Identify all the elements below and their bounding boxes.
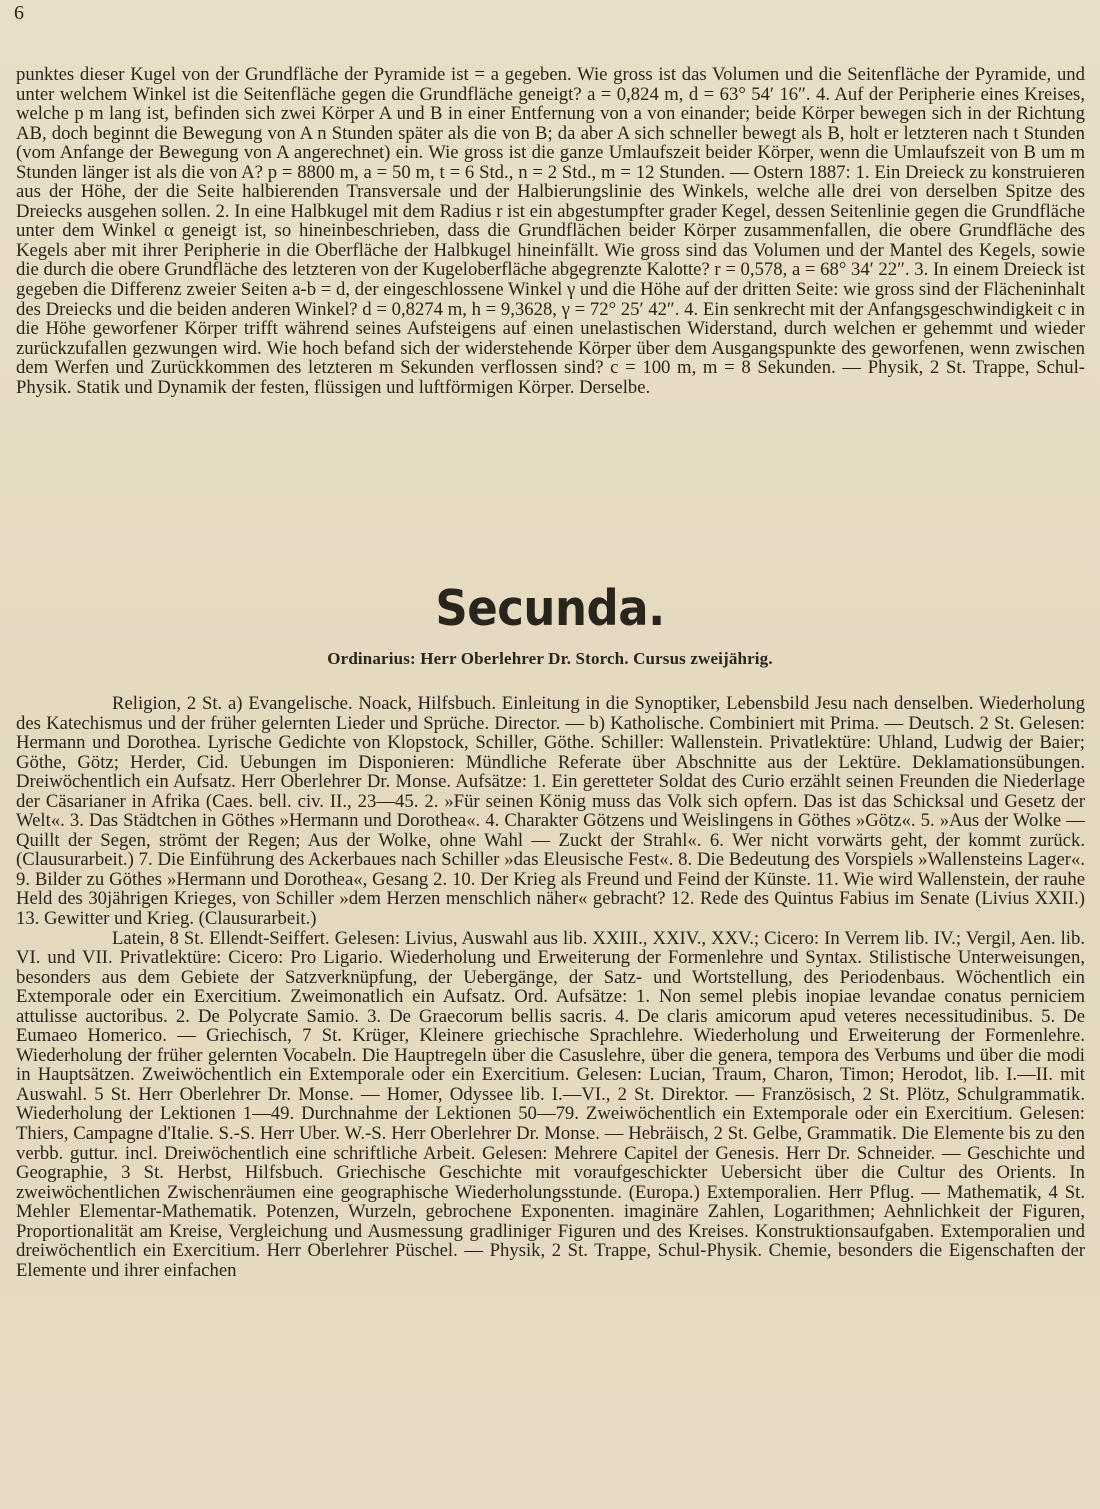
secunda-text-block [16, 694, 1085, 1280]
latein-and-other-subjects-paragraph: Latein, 8 St. Ellendt-Seiffert. Gelesen: Livius, Auswahl aus lib. XXIII., XXIV., XXV.; Cicero: In Verrem lib. IV.; Vergil, Aen. lib. VI. und VII. Privatlektüre: Cicero: Pro Ligario. Wiederholung und Erweiterung der Formenlehre und Syntax. Stilistische Unterweisungen, besonders aus dem Gebiete der Satzverknüpfung, der Uebergänge, der Satz- und Wortstellung, des Periodenbaus. Wöchentlich ein Extemporale oder ein Exercitium. Zweimonatlich ein Aufsatz. Ord. Aufsätze: 1. Non semel plebis inopiae levandae conatus perniciem attulisse auctoribus. 2. De Polycrate Samio. 3. De Graecorum bellis sacris. 4. De claris amicorum apud veteres necessitudinibus. 5. De Eumaeo Homerico. — Griechisch, 7 St. Krüger, Kleinere griechische Sprachlehre. Wiederholung und Erweiterung der Formenlehre. Wiederholung der früher gelernten Vocabeln. Die Hauptregeln über die Casuslehre, über die genera, tempora des Verbums und über die modi in Hauptsätzen. Zweiwöchentlich ein Extemporale oder ein Exercitium. Gelesen: Lucian, Traum, Charon, Timon; Herodot, lib. I.—II. mit Auswahl. 5 St. Herr Oberlehrer Dr. Monse. — Homer, Odyssee lib. I.—VI., 2 St. Direktor. — Französisch, 2 St. Plötz, Schulgrammatik. Wiederholung der Lektionen 1—49. Durchnahme der Lektionen 50—79. Zweiwöchentlich ein Extemporale oder ein Exercitium. Gelesen: Thiers, Campagne d'Italie. S.-S. Herr Uber. W.-S. Herr Oberlehrer Dr. Monse. — Hebräisch, 2 St. Gelbe, Grammatik. Die Elemente bis zu den verbb. guttur. incl. Dreiwöchentlich eine schriftliche Arbeit. Gelesen: Mehrere Capitel der Genesis. Herr Dr. Schneider. — Geschichte und Geographie, 3 St. Herbst, Hilfsbuch. Griechische Geschichte mit voraufgeschickter Uebersicht über die Cultur des Orients. In zweiwöchentlichen Zwischenräumen eine geographische Wiederholungsstunde. (Europa.) Extemporalien. Herr Pflug. — Mathematik, 4 St. Mehler Elementar-Mathematik. Potenzen, Wurzeln, gebrochene Exponenten. imaginäre Zahlen, Logarithmen; Aehnlichkeit der Figuren, Proportionalität am Kreise, Vergleichung und Ausmessung gradliniger Figuren und des Kreises. Konstruktionsaufgaben. Extemporalien und dreiwöchentlich ein Exercitium. Herr Oberlehrer Püschel. — Physik, 2 St. Trappe, Schul-Physik. Chemie, besonders die Eigenschaften der Elemente und ihrer einfachen [16, 927, 1085, 1281]
page-number: 6 [14, 2, 24, 24]
religion-deutsch-paragraph: Religion, 2 St. a) Evangelische. Noack, Hilfsbuch. Einleitung in die Synoptiker, Lebensbild Jesu nach denselben. Wiederholung des Katechismus und der früher gelernten Lieder und Sprüche. Director. — b) Katholische. Combiniert mit Prima. — Deutsch. 2 St. Gelesen: Hermann und Dorothea. Lyrische Gedichte von Klopstock, Schiller, Göthe. Schiller: Wallenstein. Privatlektüre: Uhland, Ludwig der Baier; Göthe, Götz; Herder, Cid. Uebungen im Disponieren: Mündliche Referate über Abschnitte aus der Lektüre. Deklamationsübungen. Dreiwöchentlich ein Aufsatz. Herr Oberlehrer Dr. Monse. Aufsätze: 1. Ein geretteter Soldat des Curio erzählt seinen Freunden die Niederlage der Cäsarianer in Afrika (Caes. bell. civ. II., 23—45. 2. »Für seinen König muss das Volk sich opfern. Das ist das Schicksal und Gesetz der Welt«. 3. Das Städtchen in Göthes »Hermann und Dorothea«. 4. Charakter Götzens und Weislingens in Göthes »Götz«. 5. »Aus der Wolke — Quillt der Segen, strömt der Regen; Aus der Wolke, ohne Wahl — Zuckt der Strahl«. 6. Wer nicht vorwärts geht, der kommt zurück. (Clausurarbeit.) 7. Die Einführung des Ackerbaues nach Schiller »das Eleusische Fest«. 8. Die Bedeutung des Vorspiels »Wallensteins Lager«. 9. Bilder zu Göthes »Hermann und Dorothea«, Gesang 2. 10. Der Krieg als Freund und Feind der Künste. 11. Wie wird Wallenstein, der rauhe Held des 30jährigen Krieges, von Schiller »dem Herzen menschlich näher« gebracht? 12. Rede des Quintus Fabius im Senate (Livius XXII.) 13. Gewitter und Krieg. (Clausurarbeit.) [16, 693, 1085, 930]
continued-text-block [16, 65, 1085, 397]
ordinarius-line: Ordinarius: Herr Oberlehrer Dr. Storch. Cursus zweijährig. [327, 649, 773, 668]
section-title: Secunda. [435, 579, 665, 638]
continued-paragraph: punktes dieser Kugel von der Grundfläche der Pyramide ist = a gegeben. Wie gross ist das Volumen und die Seitenfläche der Pyramide, und unter welchem Winkel ist die Seitenfläche gegen die Grundfläche geneigt? a = 0,824 m, d = 63° 54′ 16″. 4. Auf der Peripherie eines Kreises, welche p m lang ist, befinden sich zwei Körper A und B in einer Entfernung von a von einander; beide Körper bewegen sich in der Richtung AB, doch beginnt die Bewegung von A n Stunden später als die von B; da aber A sich schneller bewegt als B, holt er letzteren nach t Stunden (vom Anfange der Bewegung von A angerechnet) ein. Wie gross ist die ganze Umlaufszeit beider Körper, wenn die Umlaufszeit von B um m Stunden länger ist als die von A? p = 8800 m, a = 50 m, t = 6 Std., n = 2 Std., m = 12 Stunden. — Ostern 1887: 1. Ein Dreieck zu konstruieren aus der Höhe, der die Seite halbierenden Transversale und der Halbierungslinie des Winkels, welche alle drei von derselben Spitze des Dreiecks ausgehen sollen. 2. In eine Halbkugel mit dem Radius r ist ein abgestumpfter grader Kegel, dessen Seitenlinie gegen die Grundfläche unter dem Winkel α geneigt ist, so hineinbeschrieben, dass die Grundflächen beider Körper zusammenfallen, die obere Grundfläche des Kegels aber mit ihrer Peripherie in die Oberfläche der Halbkugel hineinfällt. Wie gross sind das Volumen und der Mantel des Kegels, sowie die durch die obere Grundfläche des letzteren von der Kugeloberfläche abgegrenzte Kalotte? r = 0,578, a = 68° 34′ 22″. 3. In einem Dreieck ist gegeben die Differenz zweier Seiten a-b = d, der eingeschlossene Winkel γ und die Höhe auf der dritten Seite: wie gross sind der Flächeninhalt des Dreiecks und die beiden anderen Winkel? d = 0,8274 m, h = 9,3628, γ = 72° 25′ 42″. 4. Ein senkrecht mit der Anfangsgeschwindigkeit c in die Höhe geworfener Körper trifft während seines Aufsteigens auf einen unelastischen Widerstand, durch welchen er gehemmt und wieder zurückzufallen gezwungen wird. Wie hoch befand sich der widerstehende Körper über dem Ausgangspunkte des geworfenen, wenn zwischen dem Werfen und Zurückkommen des letzteren m Sekunden verflossen sind? c = 100 m, m = 8 Sekunden. — Physik, 2 St. Trappe, Schul-Physik. Statik und Dynamik der festen, flüssigen und luftförmigen Körper. Derselbe. [16, 64, 1085, 398]
